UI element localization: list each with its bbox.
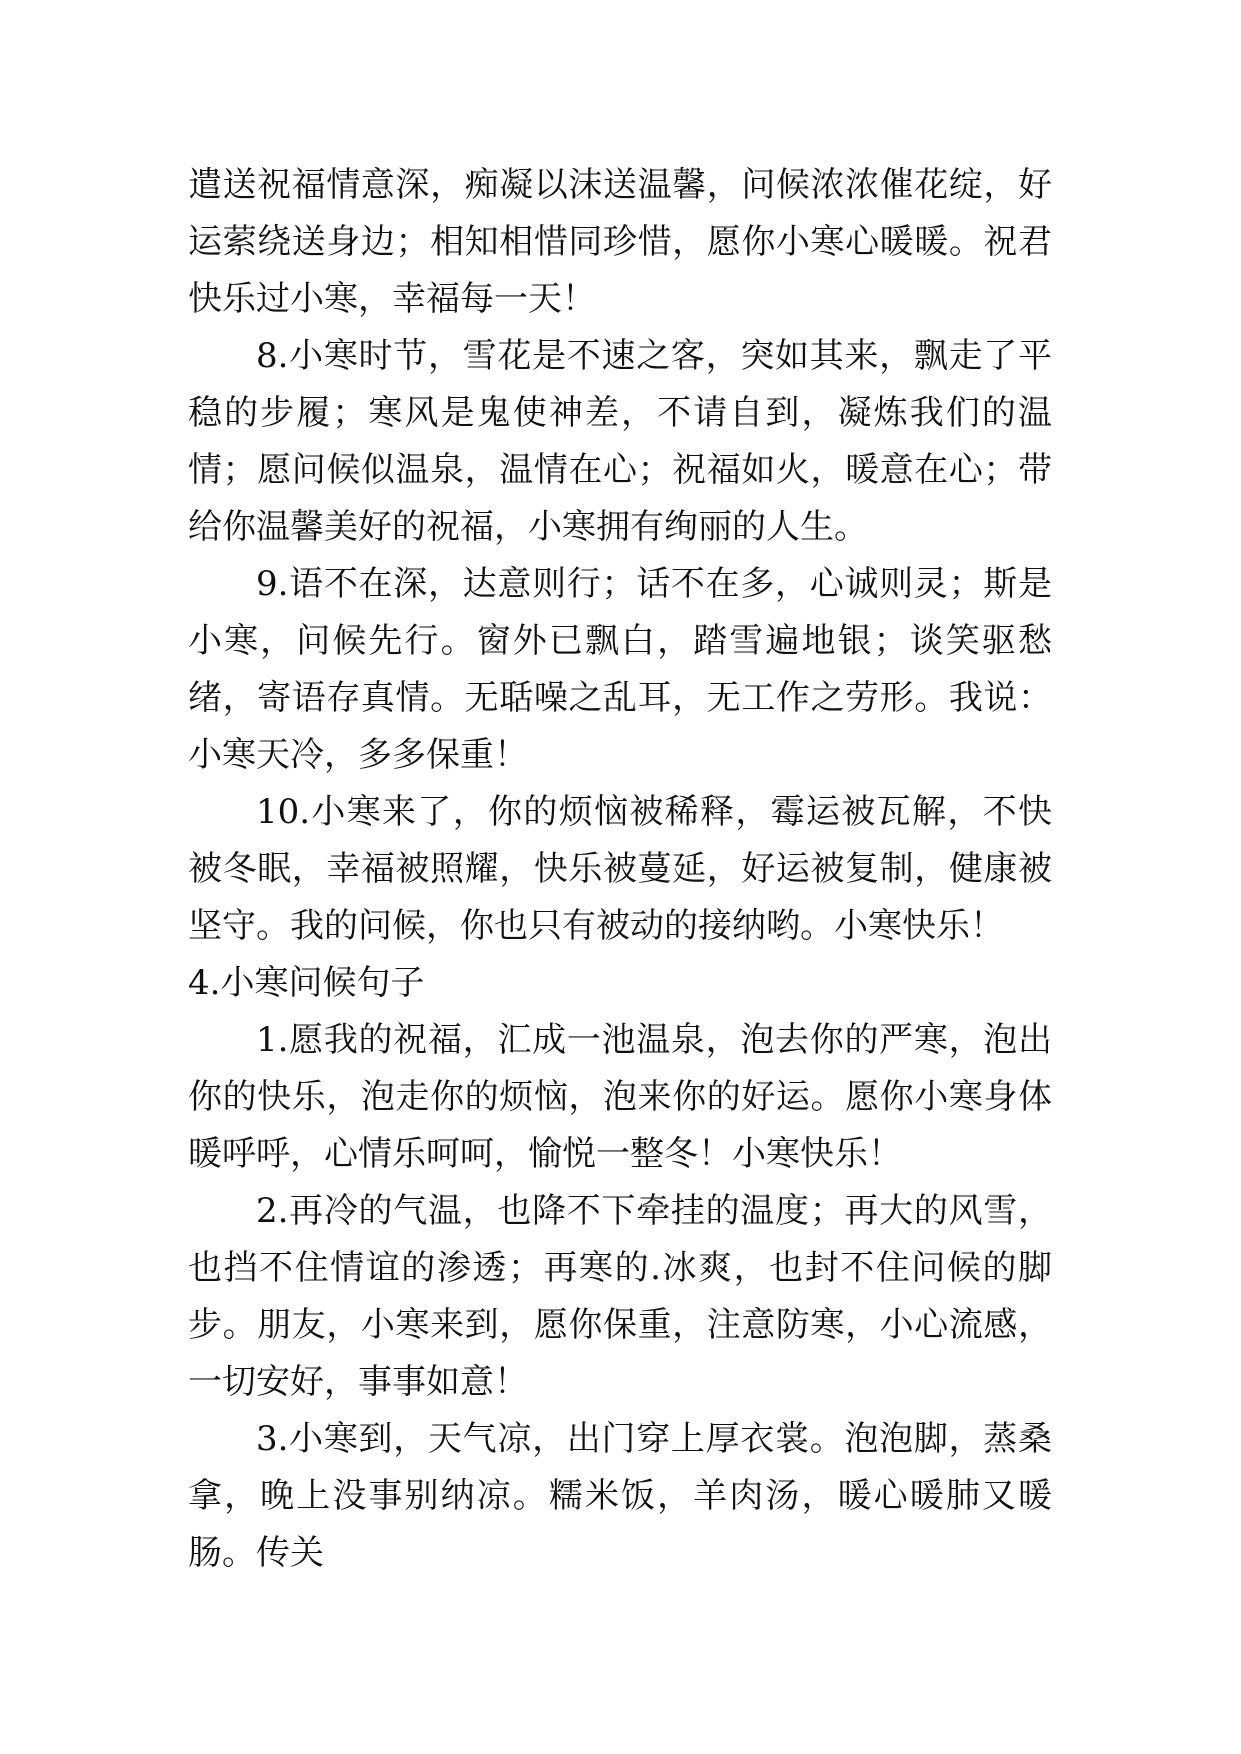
paragraph-item-3: 3.小寒到，天气凉，出门穿上厚衣裳。泡泡脚，蒸桑拿，晚上没事别纳凉。糯米饭，羊肉汤，暖心暖肺又暖肠。传关 bbox=[188, 1419, 1052, 1573]
paragraph-continuation: 遣送祝福情意深，痴凝以沫送温馨，问候浓浓催花绽，好运萦绕送身边；相知相惜同珍惜，愿你小寒心暖暖。祝君快乐过小寒，幸福每一天！ bbox=[188, 165, 1052, 319]
paragraph-item-10: 10.小寒来了，你的烦恼被稀释，霉运被瓦解，不快被冬眠，幸福被照耀，快乐被蔓延，好运被复制，健康被坚守。我的问候，你也只有被动的接纳哟。小寒快乐！ bbox=[188, 792, 1052, 946]
paragraph-item-1: 1.愿我的祝福，汇成一池温泉，泡去你的严寒，泡出你的快乐，泡走你的烦恼，泡来你的好运。愿你小寒身体暖呼呼，心情乐呵呵，愉悦一整冬！小寒快乐！ bbox=[188, 1020, 1052, 1174]
section-heading: 4.小寒问候句子 bbox=[188, 963, 425, 1003]
paragraph-item-8: 8.小寒时节，雪花是不速之客，突如其来，飘走了平稳的步履；寒风是鬼使神差，不请自到，凝炼我们的温情；愿问候似温泉，温情在心；祝福如火，暖意在心；带给你温馨美好的祝福，小寒拥有绚丽的人生。 bbox=[188, 336, 1052, 547]
paragraph-item-2: 2.再冷的气温，也降不下牵挂的温度；再大的风雪，也挡不住情谊的渗透；再寒的.冰爽，也封不住问候的脚步。朋友，小寒来到，愿你保重，注意防寒，小心流感，一切安好，事事如意！ bbox=[188, 1191, 1052, 1402]
document-page bbox=[188, 157, 1052, 1582]
paragraph-item-9: 9.语不在深，达意则行；话不在多，心诚则灵；斯是小寒，问候先行。窗外已飘白，踏雪遍地银；谈笑驱愁绪，寄语存真情。无聒噪之乱耳，无工作之劳形。我说：小寒天冷，多多保重！ bbox=[188, 564, 1052, 775]
